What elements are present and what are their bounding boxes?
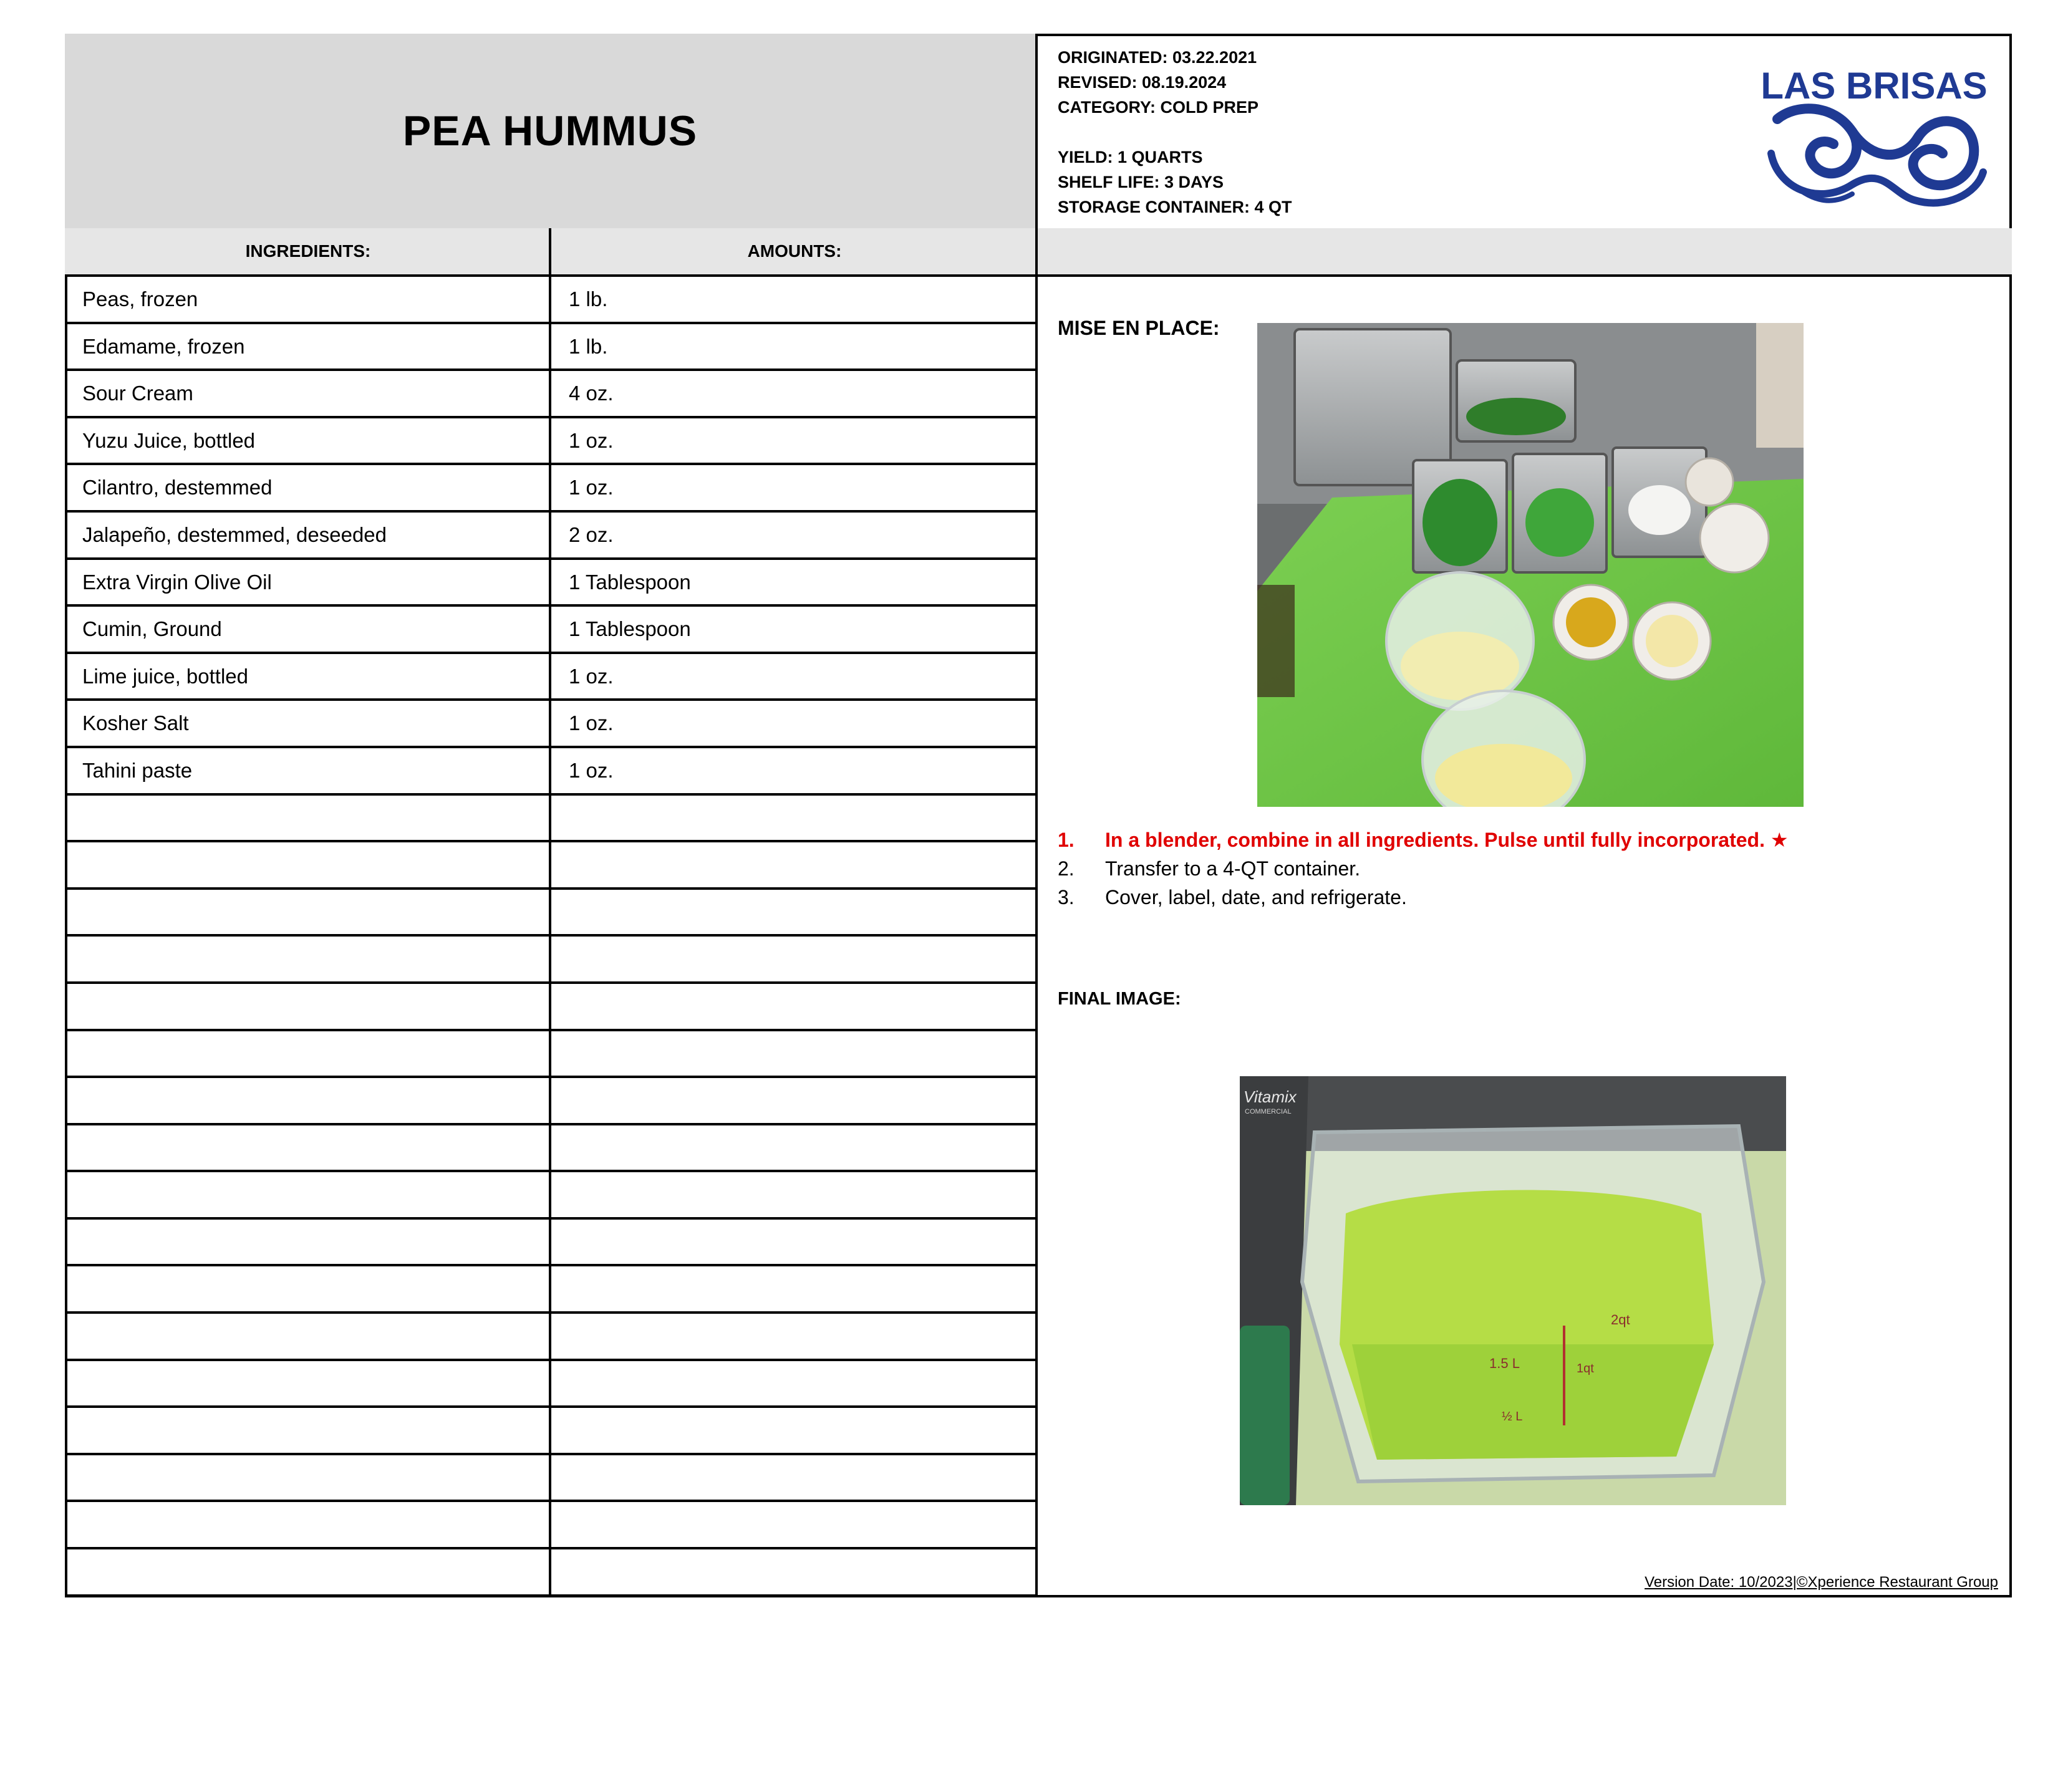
- step-text: In a blender, combine in all ingredients. Pulse until fully incorporated. ★: [1105, 829, 1789, 851]
- ingredient-row: [65, 607, 1038, 654]
- ingredient-name: [82, 1502, 544, 1547]
- ingredient-row: [65, 465, 1038, 513]
- ingredient-name: Lime juice, bottled: [82, 664, 248, 688]
- ingredient-amount: 1 lb.: [569, 287, 608, 311]
- ingredient-name: [82, 984, 544, 1029]
- ingredient-row: [65, 1502, 1038, 1549]
- ingredient-name: [82, 1125, 544, 1170]
- marking-2qt: 2qt: [1611, 1312, 1630, 1327]
- ingredients-table: [65, 277, 1038, 1597]
- ingredient-name: Jalapeño, destemmed, deseeded: [82, 523, 387, 546]
- preparation-step: [1058, 854, 1993, 883]
- ingredient-name: [82, 1314, 544, 1359]
- ingredient-amount: [569, 890, 1030, 935]
- ingredient-row: [65, 842, 1038, 890]
- step-text: Cover, label, date, and refrigerate.: [1105, 886, 1407, 908]
- ingredient-row: [65, 1408, 1038, 1455]
- ingredient-amount: 1 Tablespoon: [569, 570, 691, 594]
- ingredient-name: [82, 1408, 544, 1453]
- ingredient-name: [82, 890, 544, 935]
- ingredient-row: [65, 701, 1038, 748]
- preparation-step: [1058, 883, 1993, 912]
- ingredient-amount: 4 oz.: [569, 382, 614, 405]
- ingredient-row: [65, 984, 1038, 1031]
- ingredient-name: [82, 1549, 544, 1594]
- ingredient-row: [65, 1266, 1038, 1314]
- ingredient-amount: [569, 1172, 1030, 1217]
- ingredient-row: [65, 371, 1038, 418]
- recipe-meta: [1058, 45, 1744, 219]
- ingredient-amount: 1 oz.: [569, 428, 614, 452]
- ingredient-amount: [569, 1455, 1030, 1500]
- mise-en-place-photo: [1257, 323, 1804, 807]
- ingredient-amount: [569, 1549, 1030, 1594]
- ingredient-name: [82, 796, 544, 841]
- ingredient-amount: [569, 1220, 1030, 1265]
- ingredient-name: [82, 1455, 544, 1500]
- ingredient-row: [65, 1172, 1038, 1220]
- ingredient-amount: [569, 1502, 1030, 1547]
- ingredient-row: [65, 654, 1038, 701]
- marking-half-liter: ½ L: [1502, 1410, 1523, 1423]
- yield: YIELD: 1 QUARTS: [1058, 148, 1203, 166]
- ingredient-row: [65, 277, 1038, 324]
- ingredient-amount: 1 Tablespoon: [569, 617, 691, 641]
- ingredient-amount: [569, 937, 1030, 981]
- ingredient-row: [65, 1361, 1038, 1409]
- ingredient-amount: [569, 1408, 1030, 1453]
- final-image-photo: [1240, 1076, 1786, 1505]
- ingredient-amount: 1 oz.: [569, 476, 614, 499]
- ingredient-name: [82, 1172, 544, 1217]
- ingredient-amount: 1 oz.: [569, 711, 614, 735]
- amounts-header: AMOUNTS:: [747, 241, 842, 261]
- ingredient-name: Kosher Salt: [82, 711, 189, 735]
- ingredients-header: INGREDIENTS:: [245, 241, 371, 261]
- marking-1qt: 1qt: [1577, 1362, 1594, 1375]
- preparation-panel: [1038, 277, 2012, 1597]
- ingredient-amount: [569, 1361, 1030, 1406]
- ingredient-name: Peas, frozen: [82, 287, 198, 311]
- ingredient-row: [65, 418, 1038, 466]
- ingredient-row: [65, 796, 1038, 843]
- ingredient-row: [65, 1078, 1038, 1125]
- category: CATEGORY: COLD PREP: [1058, 98, 1259, 117]
- version-footer: Version Date: 10/2023|©Xperience Restaurant Group: [1645, 1574, 1998, 1591]
- ingredient-name: Edamame, frozen: [82, 334, 245, 358]
- ingredient-row: [65, 937, 1038, 984]
- ingredient-amount: 2 oz.: [569, 523, 614, 546]
- recipe-title: PEA HUMMUS: [402, 107, 698, 155]
- originated-date: ORIGINATED: 03.22.2021: [1058, 48, 1257, 67]
- ingredient-row: [65, 890, 1038, 937]
- ingredient-amount: [569, 1266, 1030, 1311]
- mise-en-place-label: MISE EN PLACE:: [1058, 317, 1220, 339]
- preparation-steps: [1058, 826, 1993, 912]
- ingredient-name: Cilantro, destemmed: [82, 476, 273, 499]
- ingredient-amount: [569, 1125, 1030, 1170]
- ingredient-amount: [569, 984, 1030, 1029]
- title-cell: [65, 34, 1038, 231]
- storage-container: STORAGE CONTAINER: 4 QT: [1058, 198, 1292, 216]
- ingredient-row: [65, 560, 1038, 607]
- ingredient-name: [82, 1031, 544, 1076]
- ingredient-amount: 1 lb.: [569, 334, 608, 358]
- ingredient-row: [65, 513, 1038, 560]
- ingredient-row: [65, 1455, 1038, 1503]
- ingredient-amount: [569, 842, 1030, 887]
- step-number: 1.: [1058, 829, 1075, 851]
- revised-date: REVISED: 08.19.2024: [1058, 73, 1227, 92]
- ingredient-name: Sour Cream: [82, 382, 193, 405]
- ingredient-amount: 1 oz.: [569, 664, 614, 688]
- ingredient-row: [65, 1125, 1038, 1173]
- ingredient-row: [65, 324, 1038, 372]
- ingredient-name: Cumin, Ground: [82, 617, 222, 641]
- step-text: Transfer to a 4-QT container.: [1105, 857, 1361, 880]
- ingredient-amount: [569, 796, 1030, 841]
- ingredient-row: [65, 748, 1038, 796]
- ingredient-name: [82, 1078, 544, 1123]
- ingredient-name: [82, 937, 544, 981]
- ingredient-name: Tahini paste: [82, 758, 193, 782]
- logo-text: LAS BRISAS: [1761, 65, 1988, 107]
- ingredient-name: [82, 1266, 544, 1311]
- preparation-step: [1058, 826, 1993, 854]
- las-brisas-logo: [1759, 60, 1989, 222]
- vitamix-sub-text: COMMERCIAL: [1245, 1108, 1292, 1115]
- ingredient-name: Yuzu Juice, bottled: [82, 428, 256, 452]
- marking-1-5l: 1.5 L: [1489, 1356, 1520, 1371]
- ingredient-row: [65, 1549, 1038, 1597]
- ingredient-amount: [569, 1031, 1030, 1076]
- ingredient-amount: [569, 1314, 1030, 1359]
- final-image-label: FINAL IMAGE:: [1058, 989, 1181, 1009]
- ingredient-name: [82, 842, 544, 887]
- ingredient-name: Extra Virgin Olive Oil: [82, 570, 272, 594]
- column-header-row: [65, 228, 2012, 277]
- ingredient-row: [65, 1220, 1038, 1267]
- step-number: 3.: [1058, 886, 1075, 908]
- ingredient-name: [82, 1220, 544, 1265]
- ingredient-amount: 1 oz.: [569, 758, 614, 782]
- ingredient-row: [65, 1314, 1038, 1361]
- shelf-life: SHELF LIFE: 3 DAYS: [1058, 173, 1224, 191]
- ingredient-row: [65, 1031, 1038, 1079]
- recipe-card: [65, 34, 2012, 1599]
- ingredient-name: [82, 1361, 544, 1406]
- step-number: 2.: [1058, 857, 1075, 880]
- ingredient-amount: [569, 1078, 1030, 1123]
- vitamix-brand-text: Vitamix: [1244, 1087, 1297, 1106]
